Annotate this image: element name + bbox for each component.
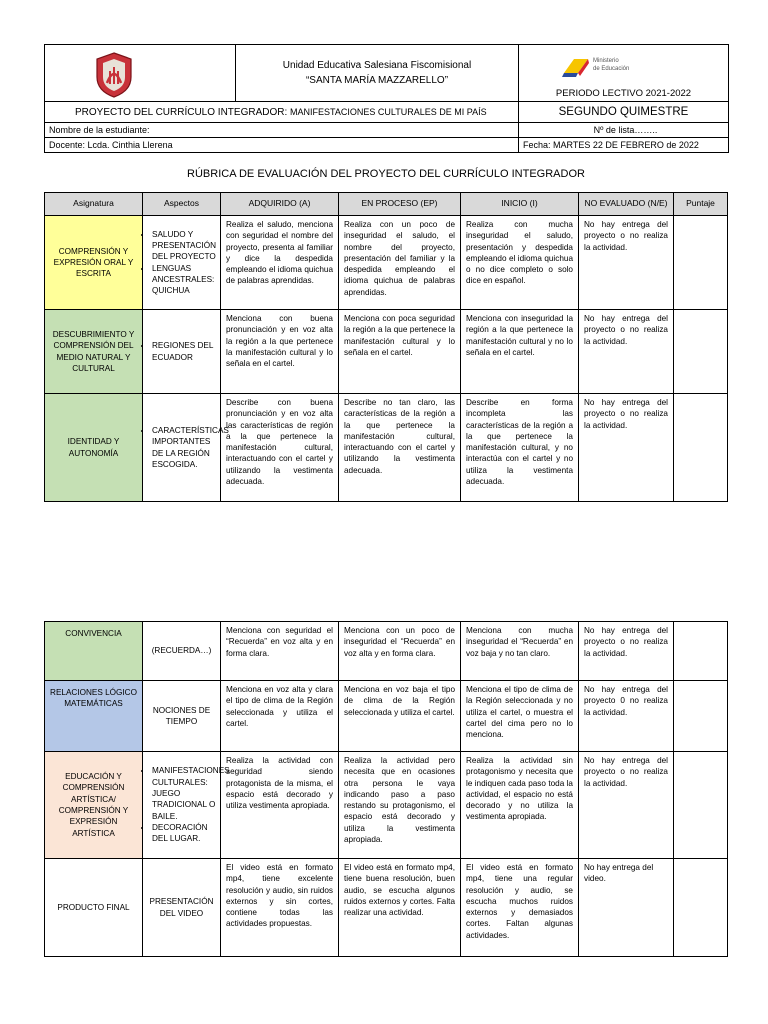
aspects-cell [143, 310, 221, 394]
aspects-cell: PRESENTACIÓN DEL VIDEO [143, 859, 221, 957]
document-header [44, 44, 729, 153]
table-row [45, 310, 728, 394]
aspects-cell [143, 394, 229, 502]
no-evaluado-cell: No hay entrega del proyecto o no realiza la actividad. [579, 622, 674, 681]
table-row [45, 394, 728, 502]
en-proceso-cell: Describe no tan claro, las características de la región a la que pertenece la manifestación cultural, interactuando con el cartel y utilizando la vestimenta adecuada. [339, 394, 461, 502]
ministry-line2: de Educación [593, 66, 630, 72]
school-name: Unidad Educativa Salesiana Fiscomisional [282, 60, 472, 71]
school-crest-icon [94, 51, 134, 99]
adquirido-cell: Menciona con buena pronunciación y en voz alta la región a la que pertenece la manifestación cultural y lo señala en el cartel. [221, 310, 339, 394]
puntaje-cell[interactable] [674, 622, 728, 681]
subject-cell: DESCUBRIMIENTO Y COMPRENSIÓN DEL MEDIO NATURAL Y CULTURAL [45, 310, 143, 394]
term: SEGUNDO QUIMESTRE [519, 102, 729, 123]
table-row [45, 622, 728, 681]
puntaje-cell[interactable] [674, 752, 728, 859]
aspects-cell [143, 216, 221, 310]
subject-cell: IDENTIDAD Y AUTONOMÍA [45, 394, 143, 502]
inicio-cell: Menciona el tipo de clima de la Región seleccionada y no utiliza el cartel, o muestra el cartel del cima pero no lo menciona. [461, 681, 579, 752]
aspect-item: • DECORACIÓN DEL LUGAR. [152, 822, 219, 845]
inicio-cell: El video está en formato mp4, tiene una regular resolución y audio, se escucha muchos ruidos externos y demasiados cortes. Faltan algunas actividades. [461, 859, 579, 957]
table-row [45, 752, 728, 859]
no-evaluado-cell: No hay entrega del proyecto o no realiza la actividad. [579, 216, 674, 310]
adquirido-cell: Realiza la actividad con seguridad siendo protagonista de la misma, el espacio está decorado y utiliza vestimenta apropiada. [221, 752, 339, 859]
table-row [45, 216, 728, 310]
subject-cell: COMPRENSIÓN Y EXPRESIÓN ORAL Y ESCRITA [45, 216, 143, 310]
puntaje-cell[interactable] [674, 310, 728, 394]
col-header-no-evaluado: NO EVALUADO (N/E) [579, 193, 674, 216]
teacher: Docente: Lcda. Cinthia Llerena [45, 138, 519, 153]
aspects-cell: (RECUERDA…) [143, 622, 221, 681]
no-evaluado-cell: No hay entrega del proyecto o no realiza la actividad. [579, 310, 674, 394]
col-header-en-proceso: EN PROCESO (EP) [339, 193, 461, 216]
inicio-cell: Realiza con mucha inseguridad el saludo, presentación y despedida empleando el idioma quichua o no dice completo o solo dice en español. [461, 216, 579, 310]
ministry-cell [519, 45, 729, 102]
date: Fecha: MARTES 22 DE FEBRERO de 2022 [519, 138, 729, 153]
en-proceso-cell: Realiza la actividad pero necesita que en ocasiones otra persona le vaya indicando paso a paso restando su protagonismo, el espacio está decorado y utiliza la vestimenta apropiada. [339, 752, 461, 859]
adquirido-cell: Menciona en voz alta y clara el tipo de clima de la Región seleccionada y utiliza el cartel. [221, 681, 339, 752]
puntaje-cell[interactable] [674, 216, 728, 310]
aspect-item: • CARACTERÍSTICAS IMPORTANTES DE LA REGIÓN ESCOGIDA. [152, 425, 219, 470]
table-row [45, 681, 728, 752]
col-header-adquirido: ADQUIRIDO (A) [221, 193, 339, 216]
col-header-puntaje: Puntaje [674, 193, 728, 216]
project-title-cell [45, 102, 519, 123]
no-evaluado-cell: No hay entrega del proyecto 0 no realiza la actividad. [579, 681, 674, 752]
ministerio-educacion-logo-icon [562, 55, 652, 81]
ministry-line1: Ministerio [593, 58, 619, 64]
subject-cell: RELACIONES LÓGICO MATEMÁTICAS [45, 681, 143, 752]
aspects-cell [143, 752, 230, 859]
en-proceso-cell: El video está en formato mp4, tiene buena resolución, buen audio, se escucha algunos ruidos externos y cortes. Falta realizar una actividad. [339, 859, 461, 957]
table-row [45, 859, 728, 957]
col-header-inicio: INICIO (I) [461, 193, 579, 216]
rubric-title: RÚBRICA DE EVALUACIÓN DEL PROYECTO DEL CURRÍCULO INTEGRADOR [187, 168, 585, 180]
adquirido-cell: Describe con buena pronunciación y en voz alta las características de región a la que pertenece la manifestación cultural, interactuando con el cartel y utilizando la vestimenta adecuada. [221, 394, 339, 502]
aspects-cell: NOCIONES DE TIEMPO [143, 681, 221, 752]
en-proceso-cell: Menciona con un poco de inseguridad el “Recuerda” en voz alta y en forma clara. [339, 622, 461, 681]
school-logo-cell [45, 45, 236, 102]
col-header-asignatura: Asignatura [45, 193, 143, 216]
en-proceso-cell: Menciona con poca seguridad la región a la que pertenece la manifestación cultural y lo señala en el cartel. [339, 310, 461, 394]
en-proceso-cell: Realiza con un poco de inseguridad el saludo, el nombre del proyecto, presentación del familiar y la despedida empleando el idioma quichua de palabras aprendidas. [339, 216, 461, 310]
rubric-header-row [45, 193, 728, 216]
student-name-field: Nombre de la estudiante: [45, 123, 519, 138]
aspect-item: • LENGUAS ANCESTRALES: QUICHUA [152, 263, 219, 297]
no-evaluado-cell: No hay entrega del proyecto o no realiza la actividad. [579, 752, 674, 859]
adquirido-cell: Menciona con seguridad el “Recuerda” en voz alta y en forma clara. [221, 622, 339, 681]
no-evaluado-cell: No hay entrega del video. [579, 859, 674, 957]
rubric-table-page-2 [44, 621, 728, 957]
aspect-item: • MANIFESTACIONES CULTURALES: JUEGO TRADICIONAL O BAILE. [152, 765, 219, 821]
col-header-aspectos: Aspectos [143, 193, 221, 216]
puntaje-cell[interactable] [674, 859, 728, 957]
project-label: PROYECTO DEL CURRÍCULO INTEGRADOR: [75, 106, 288, 118]
project-name: MANIFESTACIONES CULTURALES DE MI PAÍS [290, 106, 487, 117]
en-proceso-cell: Menciona en voz baja el tipo de clima de la Región seleccionada y utiliza el cartel. [339, 681, 461, 752]
school-period: PERIODO LECTIVO 2021-2022 [555, 88, 692, 99]
rubric-table-page-1 [44, 192, 728, 502]
school-title-cell [236, 45, 519, 102]
aspect-item: • REGIONES DEL ECUADOR [152, 340, 219, 363]
subject-cell: EDUCACIÓN Y COMPRENSIÓN ARTÍSTICA/ COMPRENSIÓN Y EXPRESIÓN ARTÍSTICA [45, 752, 143, 859]
puntaje-cell[interactable] [674, 394, 728, 502]
inicio-cell: Menciona con inseguridad la región a la que pertenece la manifestación cultural y no lo señala en el cartel. [461, 310, 579, 394]
inicio-cell: Realiza la actividad sin protagonismo y necesita que le indiquen cada paso toda la actividad, el espacio no está decorado y no utiliza la vestimenta apropiada. [461, 752, 579, 859]
aspect-item: • SALUDO Y PRESENTACIÓN DEL PROYECTO [152, 229, 219, 263]
puntaje-cell[interactable] [674, 681, 728, 752]
adquirido-cell: El video está en formato mp4, tiene excelente resolución y audio, sin ruidos externos y sin cortes, contiene todas las actividades propuestas. [221, 859, 339, 957]
school-subtitle: “SANTA MARÍA MAZZARELLO” [305, 75, 449, 86]
no-evaluado-cell: No hay entrega del proyecto o no realiza la actividad. [579, 394, 674, 502]
subject-cell: PRODUCTO FINAL [45, 859, 143, 957]
subject-cell: CONVIVENCIA [45, 622, 143, 681]
adquirido-cell: Realiza el saludo, menciona con seguridad el nombre del proyecto, presenta al familiar y dice la despedida empleando el idioma quichua de palabras aprendidas. [221, 216, 339, 310]
list-number-field: Nº de lista…….. [519, 123, 729, 138]
inicio-cell: Describe en forma incompleta las características de la región a la que pertenece la manifestación cultural, y no interactúa con el cartel y no utiliza la vestimenta adecuada. [461, 394, 579, 502]
inicio-cell: Menciona con mucha inseguridad el “Recuerda” en voz baja y no tan claro. [461, 622, 579, 681]
